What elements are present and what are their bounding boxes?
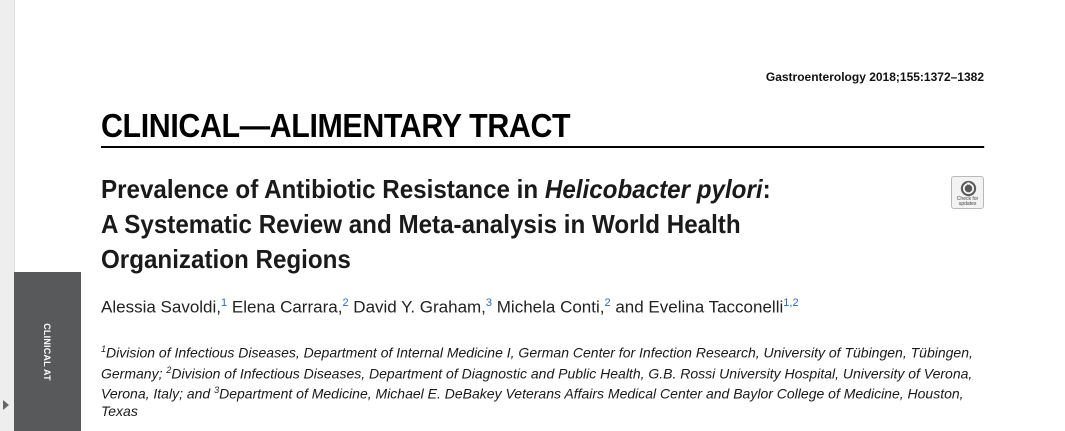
article-title xyxy=(101,172,864,277)
expand-arrow-icon[interactable] xyxy=(3,400,9,410)
author: David Y. Graham, xyxy=(353,297,486,317)
affiliation-number: 3 xyxy=(214,385,220,396)
check-updates-label: Check for updates xyxy=(956,196,979,207)
author-list xyxy=(101,291,799,320)
author: and Evelina Tacconelli xyxy=(615,297,784,317)
affiliation-text: Division of Infectious Diseases, Department of Internal Medicine I, German Center for Infection Research, University of Tübingen, Tübingen, Germany; xyxy=(101,344,973,382)
author: Alessia Savoldi, xyxy=(101,297,222,317)
section-heading: CLINICAL—ALIMENTARY TRACT xyxy=(101,107,984,148)
affiliation-ref[interactable]: 3 xyxy=(485,297,493,309)
check-for-updates-button[interactable] xyxy=(951,176,984,209)
affiliation-ref[interactable]: 2 xyxy=(342,297,349,309)
title-organism: Helicobacter pylori xyxy=(544,174,763,204)
affiliation-number: 2 xyxy=(166,364,172,375)
affiliation-ref[interactable]: 2 xyxy=(604,297,611,309)
title-line-3: Organization Regions xyxy=(101,244,351,274)
author: Michela Conti, xyxy=(496,297,605,317)
title-line-2: A Systematic Review and Meta-analysis in World Health xyxy=(101,209,741,239)
author: Elena Carrara, xyxy=(231,297,343,317)
section-side-tab xyxy=(14,272,81,431)
affiliation-ref[interactable]: 1,2 xyxy=(783,297,799,309)
section-side-tab-label: CLINICAL AT xyxy=(42,322,52,381)
affiliation-text: Division of Infectious Diseases, Department of Diagnostic and Public Health, G.B. Rossi University Hospital, University of Verona, Verona, Italy; and xyxy=(101,365,973,402)
title-part-2: : xyxy=(762,174,771,204)
title-part-1: Prevalence of Antibiotic Resistance in xyxy=(101,174,545,204)
journal-reference: Gastroenterology 2018;155:1372–1382 xyxy=(765,70,984,84)
affiliation-ref[interactable]: 1 xyxy=(221,297,228,309)
check-updates-icon xyxy=(960,180,977,197)
affiliation-text: Department of Medicine, Michael E. DeBakey Veterans Affairs Medical Center and Baylor College of Medicine, Houston, Texas xyxy=(101,385,964,419)
affiliations xyxy=(101,341,981,420)
viewer-side-strip xyxy=(0,0,15,431)
affiliation-number: 1 xyxy=(101,344,107,354)
